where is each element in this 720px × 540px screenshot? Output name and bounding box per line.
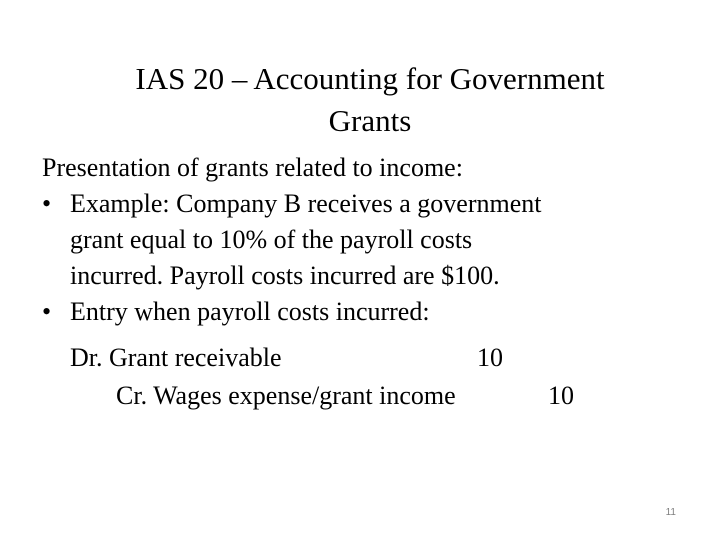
- intro-text: Presentation of grants related to income:: [42, 153, 463, 182]
- bullet-icon: •: [42, 189, 52, 218]
- bullet-entry: [42, 294, 702, 330]
- page-number: 11: [665, 507, 676, 518]
- slide-title: [60, 58, 680, 142]
- bullet-icon: •: [42, 297, 52, 326]
- bullet-example-line-3: incurred. Payroll costs incurred are $100.: [70, 261, 500, 290]
- journal-debit-amount: 10: [477, 343, 503, 372]
- bullet-example-line-2: grant equal to 10% of the payroll costs: [70, 225, 473, 254]
- journal-debit-label: Dr. Grant receivable: [70, 343, 282, 372]
- slide-title-line-2: Grants: [328, 103, 412, 138]
- bullet-example-line-1: Example: Company B receives a government: [70, 189, 542, 218]
- slide-title-line-1: IAS 20 – Accounting for Government: [135, 61, 605, 96]
- journal-credit-label: Cr. Wages expense/grant income: [116, 381, 456, 410]
- journal-credit-row: [42, 374, 702, 414]
- bullet-example: [42, 186, 702, 294]
- slide-body: [42, 150, 702, 414]
- bullet-entry-line-1: Entry when payroll costs incurred:: [70, 297, 430, 326]
- journal-debit-row: [42, 330, 702, 374]
- journal-credit-amount: 10: [548, 381, 574, 410]
